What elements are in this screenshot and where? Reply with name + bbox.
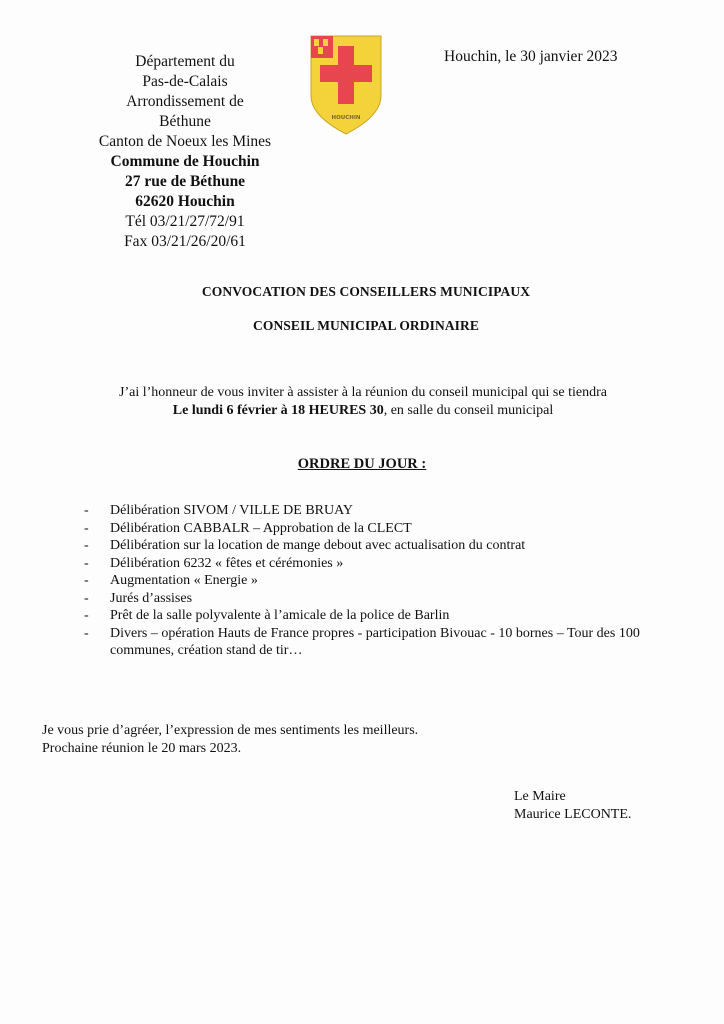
meeting-place: , en salle du conseil municipal — [383, 403, 554, 418]
agenda-item: - Délibération CABBALR – Approbation de la CLECT — [84, 520, 412, 536]
region-line: Pas-de-Calais — [142, 73, 228, 90]
postal-city: 62620 Houchin — [135, 193, 235, 210]
agenda-item: - Délibération SIVOM / VILLE DE BRUAY — [84, 503, 354, 518]
bullet-dash: - — [84, 538, 89, 553]
street-address: 27 rue de Béthune — [124, 173, 246, 190]
document-title: CONVOCATION DES CONSEILLERS MUNICIPAUX — [201, 284, 531, 299]
agenda-item: - Augmentation « Energie » — [84, 573, 258, 588]
agenda-item: - Délibération 6232 « fêtes et cérémonies » — [84, 555, 344, 571]
meeting-date: Le lundi 6 février à 18 HEURES 30 — [172, 403, 384, 418]
bullet-dash: - — [84, 608, 89, 623]
fax-number: Fax 03/21/26/20/61 — [124, 233, 246, 250]
invitation-text: J’ai l’honneur de vous inviter à assister à la réunion du conseil municipal qui se tiendra — [119, 385, 607, 400]
bullet-dash: - — [84, 573, 89, 588]
signatory-title: Le Maire — [514, 789, 566, 804]
closing-block — [42, 722, 418, 758]
canton-line: Canton de Noeux les Mines — [98, 133, 272, 150]
meeting-details — [38, 402, 688, 420]
next-meeting-note: Prochaine réunion le 20 mars 2023. — [42, 741, 242, 756]
sender-address-block — [40, 52, 330, 252]
signatory-name: Maurice LECONTE. — [514, 807, 632, 822]
signature-block — [514, 788, 631, 824]
department-line: Département du — [135, 53, 235, 70]
commune-name: Commune de Houchin — [110, 153, 260, 170]
letter-date: Houchin, le 30 janvier 2023 — [444, 48, 618, 65]
agenda-item: - Jurés d’assises — [84, 590, 193, 606]
agenda-list — [84, 502, 684, 660]
arrondissement-line: Arrondissement de — [126, 93, 244, 110]
document-subtitle: CONSEIL MUNICIPAL ORDINAIRE — [253, 318, 479, 333]
phone-number: Tél 03/21/27/72/91 — [125, 213, 245, 230]
houchin-crest-logo — [308, 34, 384, 136]
bullet-dash: - — [84, 625, 89, 641]
agenda-item: - Prêt de la salle polyvalente à l’amicale de la police de Barlin — [84, 608, 450, 623]
bullet-dash: - — [84, 503, 89, 518]
arrondissement-name-line: Béthune — [159, 113, 211, 130]
agenda-heading: ORDRE DU JOUR : — [297, 456, 427, 472]
bullet-dash: - — [84, 555, 89, 571]
closing-salutation: Je vous prie d’agréer, l’expression de mes sentiments les meilleurs. — [42, 723, 419, 738]
agenda-item: - Délibération sur la location de mange debout avec actualisation du contrat — [84, 538, 526, 553]
bullet-dash: - — [84, 520, 89, 536]
crest-label: HOUCHIN — [331, 115, 361, 121]
agenda-item: - Divers – opération Hauts de France propres - participation Bivouac - 10 bornes – Tour des 100 communes, création stand de tir… — [84, 625, 640, 658]
bullet-dash: - — [84, 590, 89, 606]
